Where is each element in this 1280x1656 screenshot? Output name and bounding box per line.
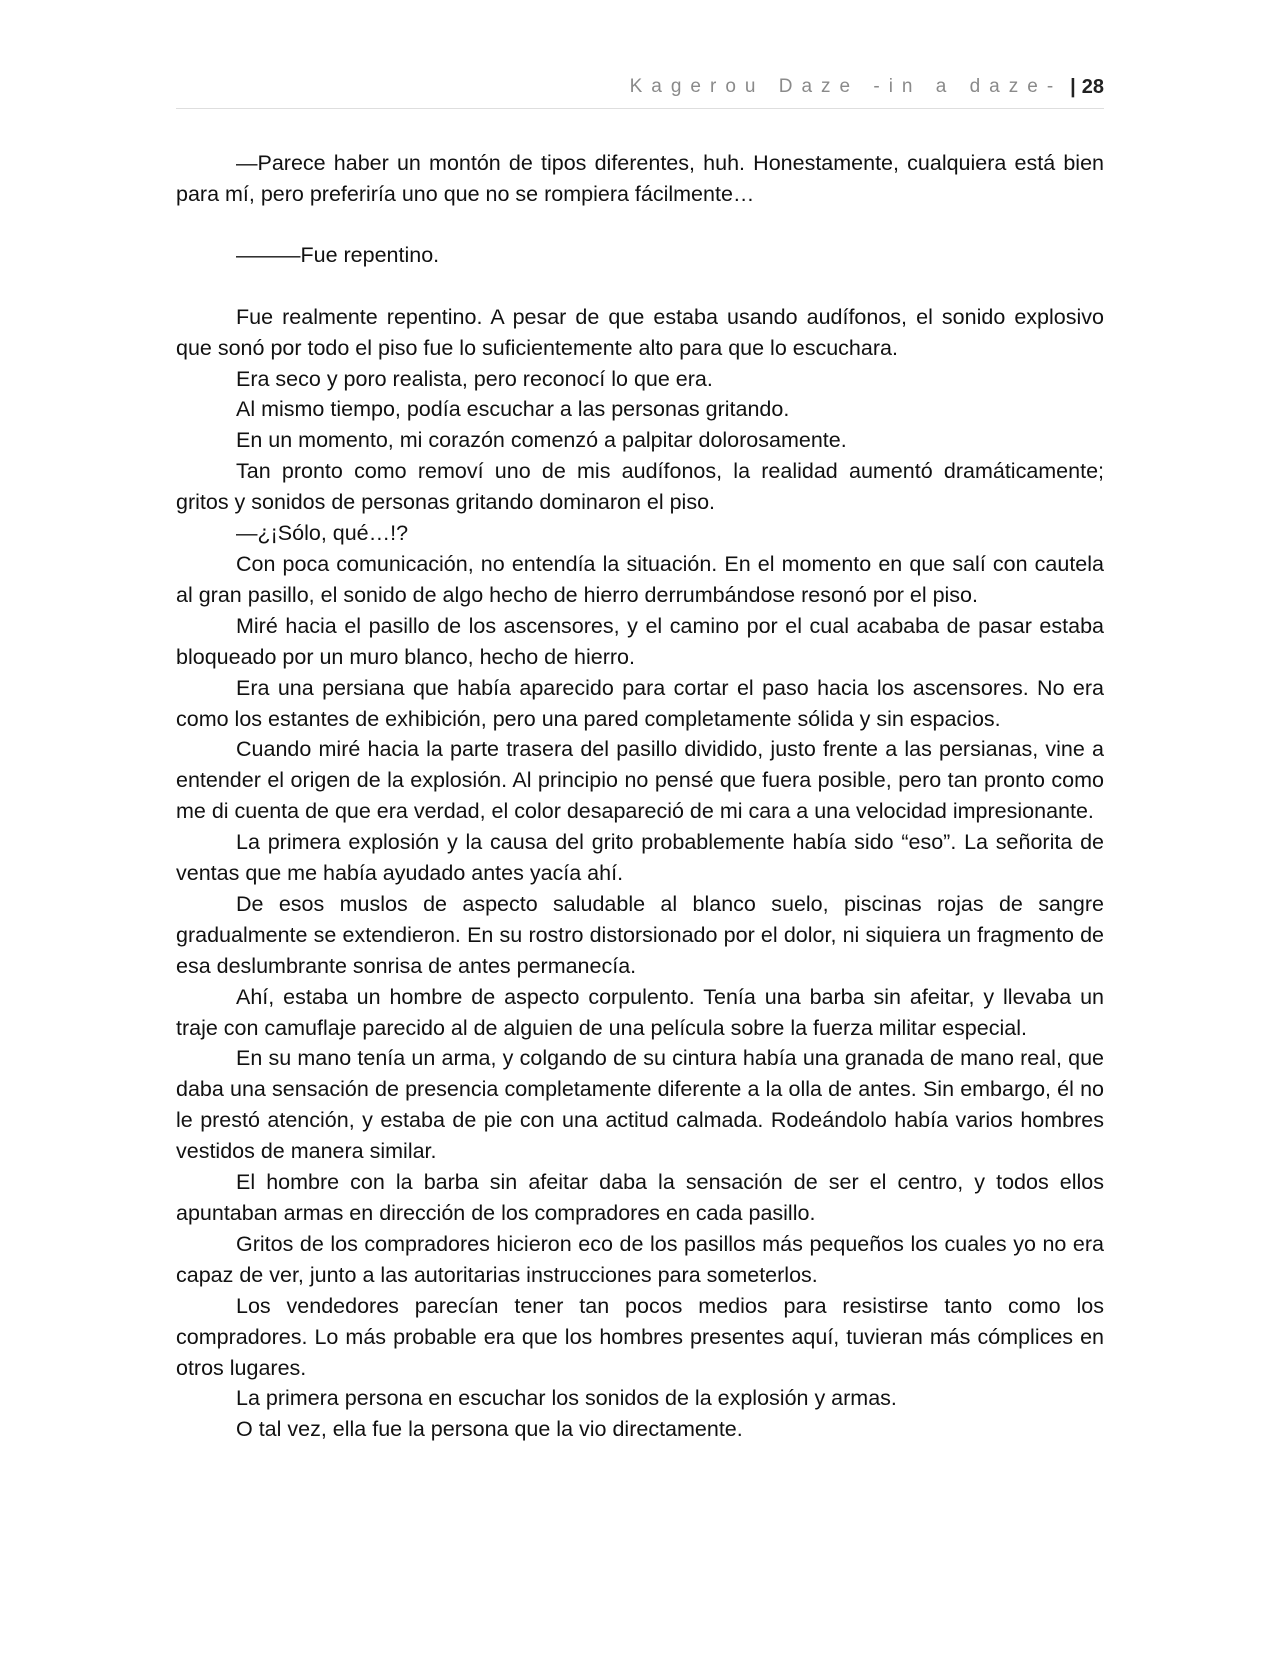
paragraph: Fue realmente repentino. A pesar de que estaba usando audífonos, el sonido explosivo que sonó por todo el piso fue lo suficientemente alto para que lo escuchara. [176, 304, 1104, 360]
paragraph: Era una persiana que había aparecido para cortar el paso hacia los ascensores. No era como los estantes de exhibición, pero una pared completamente sólida y sin espacios. [176, 675, 1104, 731]
paragraph: Gritos de los compradores hicieron eco de los pasillos más pequeños los cuales yo no era capaz de ver, junto a las autoritarias instrucciones para someterlos. [176, 1231, 1104, 1287]
running-header [176, 72, 1104, 109]
paragraph: En su mano tenía un arma, y colgando de su cintura había una granada de mano real, que daba una sensación de presencia completamente diferente a la olla de antes. Sin embargo, él no le prestó atención, y estaba de pie con una actitud calmada. Rodeándolo había varios hombres vestidos de manera similar. [176, 1046, 1104, 1164]
book-title: Kagerou Daze -in a daze- [629, 76, 1063, 97]
paragraph: —¿¡Sólo, qué…!? [236, 521, 409, 546]
paragraph: Con poca comunicación, no entendía la situación. En el momento en que salí con cautela al gran pasillo, el sonido de algo hecho de hierro derrumbándose resonó por el piso. [176, 551, 1104, 607]
paragraph: En un momento, mi corazón comenzó a palpitar dolorosamente. [236, 428, 847, 453]
page-number: 28 [1081, 75, 1104, 98]
paragraph: La primera explosión y la causa del grito probablemente había sido “eso”. La señorita de ventas que me había ayudado antes yacía ahí. [176, 830, 1104, 886]
body-text [176, 148, 1104, 1445]
paragraph: O tal vez, ella fue la persona que la vio directamente. [236, 1417, 743, 1442]
paragraph: Cuando miré hacia la parte trasera del pasillo dividido, justo frente a las persianas, vine a entender el origen de la explosión. Al principio no pensé que fuera posible, pero tan pronto como me di cuenta de que era verdad, el color desapareció de mi cara a una velocidad impresionante. [176, 737, 1104, 824]
paragraph: La primera persona en escuchar los sonidos de la explosión y armas. [236, 1386, 897, 1411]
header-separator: | [1070, 75, 1076, 98]
paragraph: De esos muslos de aspecto saludable al blanco suelo, piscinas rojas de sangre gradualmente se extendieron. En su rostro distorsionado por el dolor, ni siquiera un fragmento de esa deslumbrante sonrisa de antes permanecía. [176, 891, 1104, 978]
paragraph: Los vendedores parecían tener tan pocos medios para resistirse tanto como los compradores. Lo más probable era que los hombres presentes aquí, tuvieran más cómplices en otros lugares. [176, 1293, 1104, 1380]
paragraph: Ahí, estaba un hombre de aspecto corpulento. Tenía una barba sin afeitar, y llevaba un traje con camuflaje parecido al de alguien de una película sobre la fuerza militar especial. [176, 984, 1104, 1040]
paragraph: ———Fue repentino. [236, 243, 440, 268]
paragraph: Tan pronto como removí uno de mis audífonos, la realidad aumentó dramáticamente; gritos y sonidos de personas gritando dominaron el piso. [176, 459, 1104, 515]
paragraph: Miré hacia el pasillo de los ascensores, y el camino por el cual acababa de pasar estaba bloqueado por un muro blanco, hecho de hierro. [176, 613, 1104, 669]
paragraph: —Parece haber un montón de tipos diferentes, huh. Honestamente, cualquiera está bien para mí, pero preferiría uno que no se rompiera fácilmente… [176, 151, 1104, 206]
paragraph: El hombre con la barba sin afeitar daba la sensación de ser el centro, y todos ellos apuntaban armas en dirección de los compradores en cada pasillo. [176, 1170, 1104, 1225]
paragraph: Era seco y poro realista, pero reconocí lo que era. [236, 366, 713, 391]
paragraph: Al mismo tiempo, podía escuchar a las personas gritando. [236, 397, 790, 422]
